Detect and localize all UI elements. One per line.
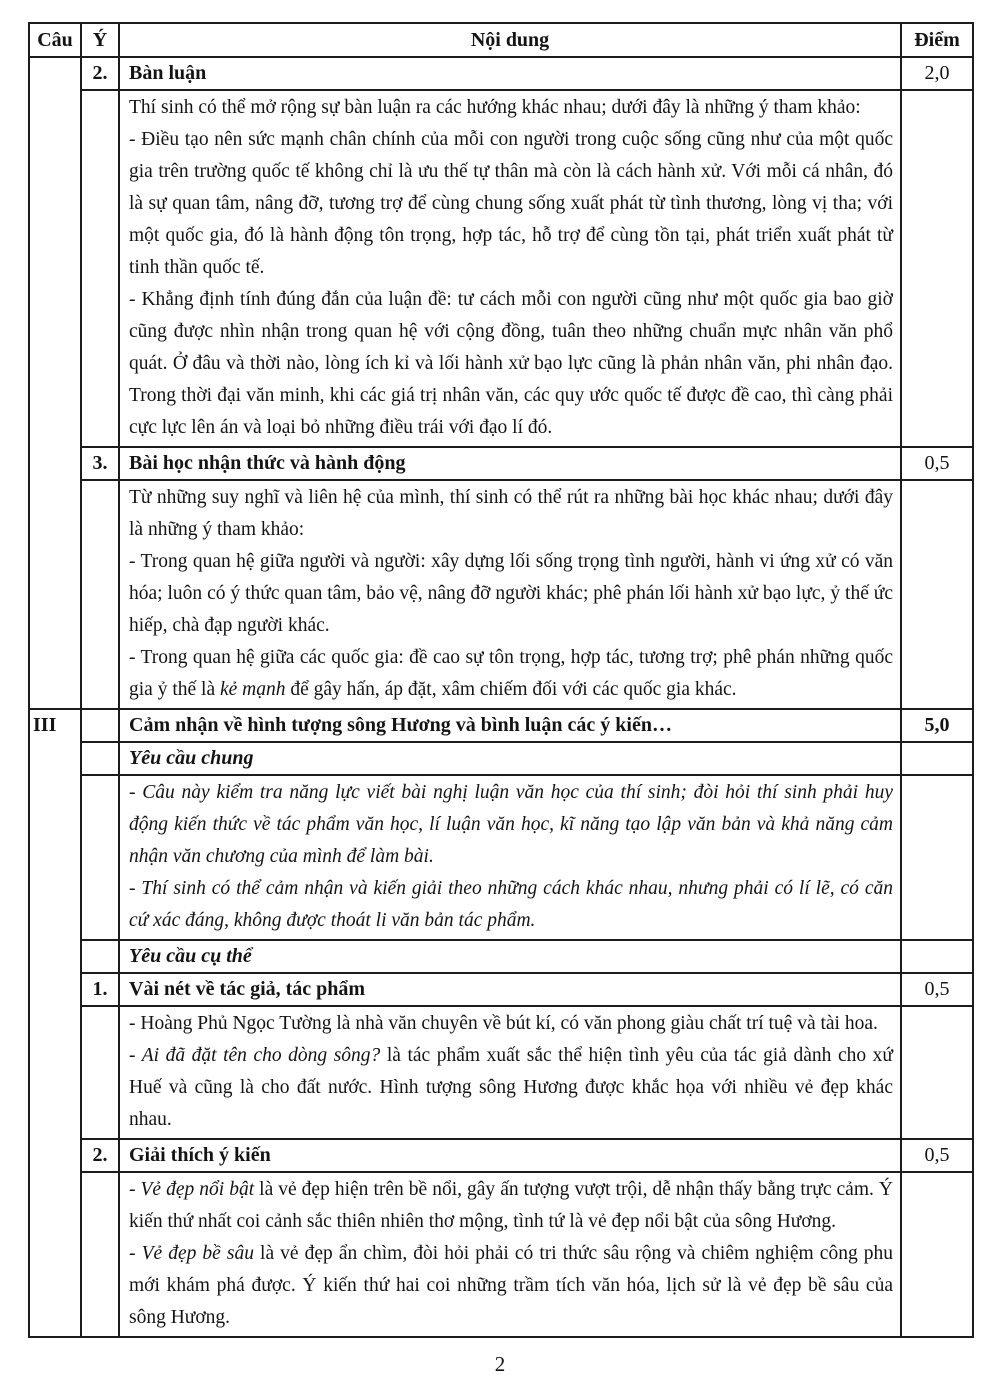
- content-cell: [119, 480, 901, 709]
- score-cell-empty: [901, 775, 973, 940]
- score-cell-empty: [901, 940, 973, 973]
- row-title: Bàn luận: [119, 57, 901, 90]
- y-cell-empty: [81, 90, 119, 447]
- table-header-row: [29, 23, 973, 57]
- rubric-table: [28, 22, 974, 1338]
- cau-cell: III: [29, 709, 81, 1337]
- text-segment: là tác phẩm xuất sắc thể hiện tình yêu của tác giả dành cho xứ Huế và cũng là cho đất nước. Hình tượng sông Hương được khắc họa với nhiều vẻ đẹp khác nhau.: [129, 1045, 893, 1130]
- paragraph: [129, 642, 893, 706]
- paragraph: [129, 124, 893, 284]
- text-segment: để gây hấn, áp đặt, xâm chiếm đối với các quốc gia khác.: [285, 679, 737, 700]
- content-cell: [119, 90, 901, 447]
- paragraph: [129, 1238, 893, 1334]
- row-title: Bài học nhận thức và hành động: [119, 447, 901, 480]
- table-row: [29, 447, 973, 480]
- score-cell: 5,0: [901, 709, 973, 742]
- header-diem: Điểm: [901, 23, 973, 57]
- text-segment: -: [129, 1243, 142, 1264]
- table-row: [29, 742, 973, 775]
- y-cell-empty: [81, 709, 119, 742]
- content-cell: [119, 775, 901, 940]
- paragraph: [129, 1040, 893, 1136]
- y-cell-empty: [81, 775, 119, 940]
- table-row: [29, 973, 973, 1006]
- text-segment: - Câu này kiểm tra năng lực viết bài nghị luận văn học của thí sinh; đòi hỏi thí sinh phải huy động kiến thức về tác phẩm văn học, lí luận văn học, kĩ năng tạo lập văn bản và khả năng cảm nhận văn chương của mình để làm bài.: [129, 782, 893, 867]
- cau-cell-empty: [29, 57, 81, 709]
- text-segment: - Thí sinh có thể cảm nhận và kiến giải theo những cách khác nhau, nhưng phải có lí lẽ, có căn cứ xác đáng, không được thoát li văn bản tác phẩm.: [129, 878, 893, 931]
- paragraph: [129, 873, 893, 937]
- table-row: [29, 1139, 973, 1172]
- score-cell-empty: [901, 1172, 973, 1337]
- paragraph: [129, 92, 893, 124]
- text-segment: Thí sinh có thể mở rộng sự bàn luận ra các hướng khác nhau; dưới đây là những ý tham khảo:: [129, 97, 861, 118]
- text-segment: - Khẳng định tính đúng đắn của luận đề: tư cách mỗi con người cũng như một quốc gia bao giờ cũng được nhìn nhận trong quan hệ với cộng đồng, tuân theo những chuẩn mực nhân văn phổ quát. Ở đâu và thời nào, lòng ích kỉ và lối hành xử bạo lực cũng là phản nhân văn, phi nhân đạo. Trong thời đại văn minh, khi các giá trị nhân văn, các quy ước quốc tế được đề cao, thì càng phải cực lực lên án và loại bỏ những điều trái với đạo lí đó.: [129, 289, 893, 438]
- header-noi-dung: Nội dung: [119, 23, 901, 57]
- table-row: [29, 90, 973, 447]
- table-row: [29, 940, 973, 973]
- y-cell-empty: [81, 480, 119, 709]
- paragraph: [129, 284, 893, 444]
- paragraph: [129, 1174, 893, 1238]
- text-segment: - Trong quan hệ giữa người và người: xây dựng lối sống trọng tình người, hành vi ứng xử có văn hóa; luôn có ý thức quan tâm, bảo vệ, nâng đỡ người khác; phê phán lối hành xử bạo lực, ỷ thế ức hiếp, chà đạp người khác.: [129, 551, 893, 636]
- score-cell: 0,5: [901, 973, 973, 1006]
- content-cell: [119, 1006, 901, 1139]
- score-cell-empty: [901, 1006, 973, 1139]
- text-segment: - Điều tạo nên sức mạnh chân chính của mỗi con người trong cuộc sống cũng như của một quốc gia trên trường quốc tế không chỉ là ưu thế tự thân mà còn là cách hành xử. Với mỗi cá nhân, đó là sự quan tâm, nâng đỡ, tương trợ để cùng chung sống xuất phát từ tình thương, lòng vị tha; với một quốc gia, đó là hành động tôn trọng, hợp tác, hỗ trợ để cùng tồn tại, phát triển xuất phát từ tinh thần quốc tế.: [129, 129, 893, 278]
- score-cell-empty: [901, 480, 973, 709]
- table-row: [29, 480, 973, 709]
- text-segment-italic: Vẻ đẹp nổi bật: [140, 1179, 255, 1200]
- y-cell: 1.: [81, 973, 119, 1006]
- table-row: [29, 775, 973, 940]
- subheading: Yêu cầu chung: [119, 742, 901, 775]
- table-row-section: [29, 709, 973, 742]
- row-title: Vài nét về tác giả, tác phẩm: [119, 973, 901, 1006]
- text-segment: Từ những suy nghĩ và liên hệ của mình, thí sinh có thể rút ra những bài học khác nhau; dưới đây là những ý tham khảo:: [129, 487, 893, 540]
- y-cell-empty: [81, 940, 119, 973]
- text-segment: là vẻ đẹp hiện trên bề nổi, gây ấn tượng vượt trội, dễ nhận thấy bằng trực cảm. Ý kiến thứ nhất coi cảnh sắc thiên nhiên thơ mộng, tình tứ là vẻ đẹp nổi bật của sông Hương.: [129, 1179, 893, 1232]
- table-row: [29, 57, 973, 90]
- text-segment-italic: - Ai đã đặt tên cho dòng sông?: [129, 1045, 381, 1066]
- page-number: 2: [494, 1352, 506, 1376]
- score-cell-empty: [901, 90, 973, 447]
- section-title: Cảm nhận về hình tượng sông Hương và bình luận các ý kiến…: [119, 709, 901, 742]
- score-cell-empty: [901, 742, 973, 775]
- score-cell: 2,0: [901, 57, 973, 90]
- header-cau: Câu: [29, 23, 81, 57]
- y-cell-empty: [81, 742, 119, 775]
- text-segment-italic: kẻ mạnh: [219, 679, 286, 700]
- y-cell-empty: [81, 1172, 119, 1337]
- content-cell: [119, 1172, 901, 1337]
- row-title: Giải thích ý kiến: [119, 1139, 901, 1172]
- text-segment: - Hoàng Phủ Ngọc Tường là nhà văn chuyên về bút kí, có văn phong giàu chất trí tuệ và tài hoa.: [129, 1013, 878, 1034]
- paragraph: [129, 777, 893, 873]
- paragraph: [129, 1008, 893, 1040]
- text-segment: - Trong quan hệ giữa các quốc gia: đề cao sự tôn trọng, hợp tác, tương trợ; phê phán những quốc gia ỷ thế là: [129, 647, 893, 700]
- y-cell: 2.: [81, 1139, 119, 1172]
- paragraph: [129, 482, 893, 546]
- table-row: [29, 1172, 973, 1337]
- subheading: Yêu cầu cụ thể: [119, 940, 901, 973]
- score-cell: 0,5: [901, 447, 973, 480]
- text-segment: -: [129, 1179, 141, 1200]
- header-y: Ý: [81, 23, 119, 57]
- paragraph: [129, 546, 893, 642]
- table-row: [29, 1006, 973, 1139]
- score-cell: 0,5: [901, 1139, 973, 1172]
- text-segment-italic: Vẻ đẹp bề sâu: [141, 1243, 254, 1264]
- y-cell: 2.: [81, 57, 119, 90]
- y-cell-empty: [81, 1006, 119, 1139]
- text-segment: là vẻ đẹp ẩn chìm, đòi hỏi phải có tri thức sâu rộng và chiêm nghiệm công phu mới khám phá được. Ý kiến thứ hai coi những trầm tích văn hóa, lịch sử là vẻ đẹp bề sâu của sông Hương.: [129, 1243, 894, 1328]
- y-cell: 3.: [81, 447, 119, 480]
